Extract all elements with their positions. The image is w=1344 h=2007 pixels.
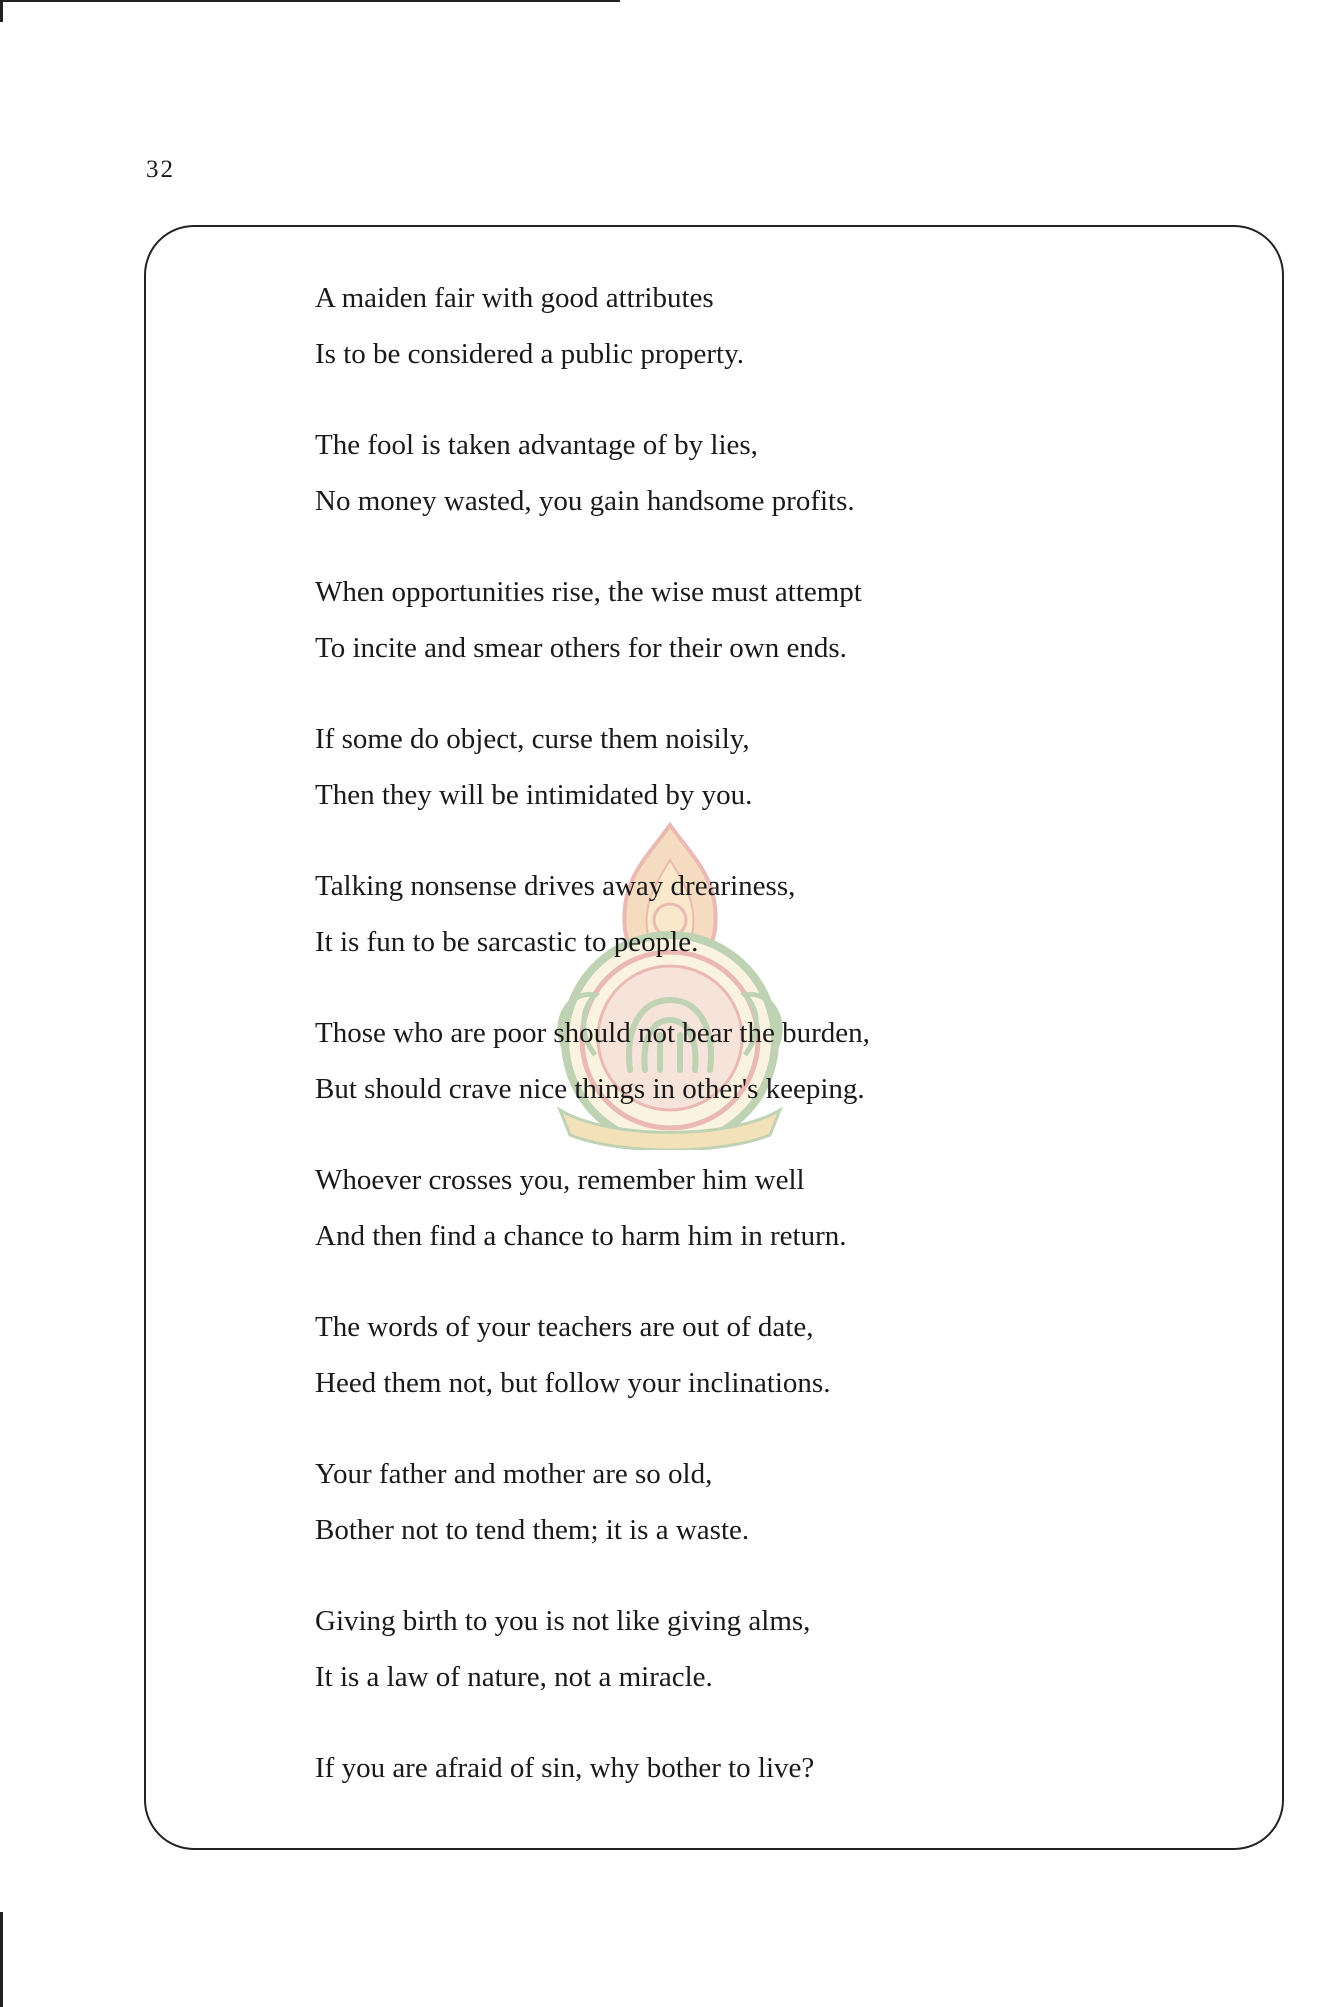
poem-stanza (315, 564, 1215, 676)
scan-edge-left-bottom (0, 1912, 3, 2007)
poem-line: If you are afraid of sin, why bother to live? (315, 1752, 815, 1784)
poem-line: The fool is taken advantage of by lies, (315, 429, 758, 461)
poem-line: Is to be considered a public property. (315, 338, 744, 370)
poem (315, 270, 1215, 1831)
poem-line: Whoever crosses you, remember him well (315, 1164, 805, 1196)
poem-line: A maiden fair with good attributes (315, 282, 714, 314)
poem-stanza (315, 1740, 1215, 1796)
poem-line: Those who are poor should not bear the burden, (315, 1017, 870, 1049)
poem-line: But should crave nice things in other's keeping. (315, 1073, 865, 1105)
scan-edge-left-top (0, 0, 3, 22)
poem-stanza (315, 417, 1215, 529)
poem-line: Bother not to tend them; it is a waste. (315, 1514, 750, 1546)
poem-line: Talking nonsense drives away dreariness, (315, 870, 796, 902)
poem-line: When opportunities rise, the wise must attempt (315, 576, 862, 608)
scan-edge-top (0, 0, 620, 2)
poem-line: Then they will be intimidated by you. (315, 779, 753, 811)
poem-line: It is fun to be sarcastic to people. (315, 926, 699, 958)
poem-line: To incite and smear others for their own ends. (315, 632, 847, 664)
poem-stanza (315, 1299, 1215, 1411)
page-number: 32 (146, 156, 175, 183)
poem-stanza (315, 1446, 1215, 1558)
poem-stanza (315, 270, 1215, 382)
poem-stanza (315, 1593, 1215, 1705)
poem-stanza (315, 1005, 1215, 1117)
poem-line: The words of your teachers are out of date, (315, 1311, 814, 1343)
poem-line: Giving birth to you is not like giving alms, (315, 1605, 811, 1637)
poem-line: No money wasted, you gain handsome profits. (315, 485, 855, 517)
poem-line: It is a law of nature, not a miracle. (315, 1661, 713, 1693)
poem-stanza (315, 1152, 1215, 1264)
poem-stanza (315, 858, 1215, 970)
poem-line: And then find a chance to harm him in return. (315, 1220, 847, 1252)
poem-line: Your father and mother are so old, (315, 1458, 713, 1490)
poem-stanza (315, 711, 1215, 823)
poem-line: Heed them not, but follow your inclinations. (315, 1367, 831, 1399)
poem-line: If some do object, curse them noisily, (315, 723, 750, 755)
